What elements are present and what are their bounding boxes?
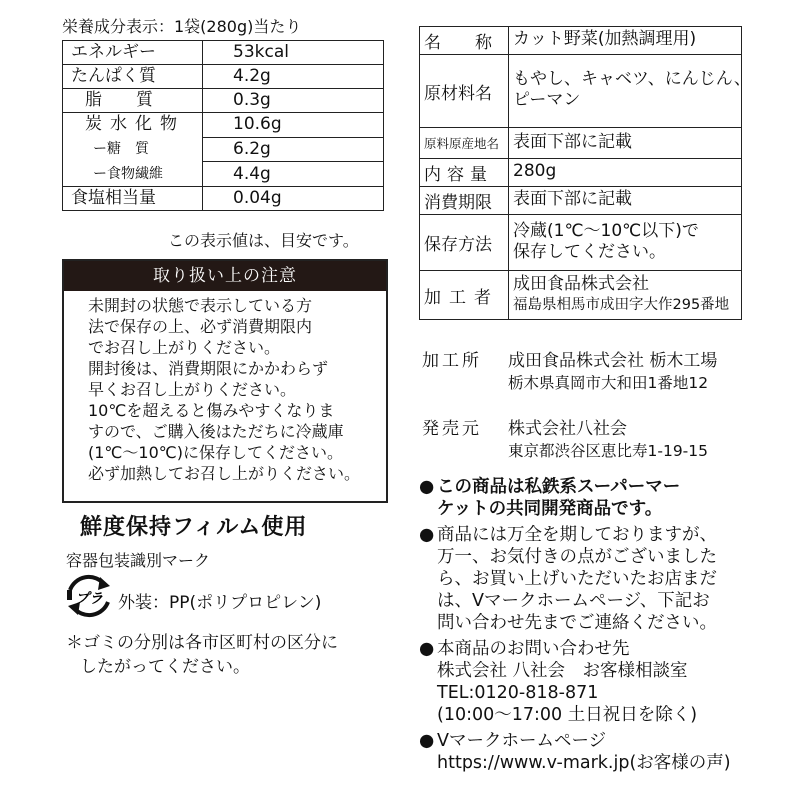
info-value [509,187,741,212]
caution-line: すので、ご購入後はただちに冷蔵庫 [88,422,344,441]
info-label: 加工者 [420,271,509,319]
info-label: 内容量 [420,159,509,186]
info-value-line: もやし、キャベツ、にんじん、 [513,69,751,89]
notice-line: 商品には万全を期しておりますが、 [437,525,717,545]
nutrition-value: 0.04g [203,187,384,211]
nutrition-value: 10.6g [203,113,384,138]
notice-text [437,730,731,774]
info-value [509,128,741,155]
nutrition-label: 食塩相当量 [63,187,203,211]
info-value-line: 280g [513,161,557,181]
notice-line: TEL:0120-818-871 [437,683,599,703]
garbage-note [66,631,338,679]
notice-item [419,730,794,774]
info-label: 原料原産地名 [420,128,509,158]
plastic-recycle-icon [64,574,114,618]
bullet-icon: ● [419,639,435,659]
notice-line: この商品は私鉄系スーパーマー [437,477,681,497]
caution-line: 法で保存の上、必ず消費期限内 [88,317,313,336]
nutrition-sublabel: ー食物繊維 [93,166,163,182]
caution-line: (1℃〜10℃)に保存してください。 [88,443,343,462]
caution-line: 早くお召し上がりください。 [88,380,297,399]
notice-line: 問い合わせ先までご連絡ください。 [437,613,717,633]
info-value [509,215,741,265]
caution-line: 必ず加熱してお召し上がりください。 [88,464,361,483]
info-label: 原材料名 [420,55,509,127]
nutrition-value: 6.2g [203,137,384,162]
recycling-mark-label: 容器包装識別マーク [66,551,211,570]
info-value [509,271,741,318]
nutrition-label: 脂 質 [63,89,203,113]
notice-line: (10:00〜17:00 土日祝日を除く) [437,705,698,725]
freshness-film-label: 鮮度保持フィルム使用 [80,515,308,540]
notice-line: https://www.v-mark.jp(お客様の声) [437,753,731,773]
info-value-line: 表面下部に記載 [513,189,632,209]
notice-text [437,638,697,726]
info-label: 名 称 [420,27,509,54]
caution-heading: 取り扱い上の注意 [64,261,386,291]
info-value-line: ピーマン [513,90,581,110]
bullet-icon: ● [419,477,435,497]
info-value [509,55,751,113]
bullet-icon: ● [419,731,435,751]
nutrition-label: エネルギー [63,41,203,65]
nutrition-value: 0.3g [203,89,384,113]
seller-label: 発売元 [422,419,482,439]
table-row [419,26,742,55]
notice-line: 万一、お気付きの点がございました [437,547,717,567]
notice-line: 株式会社 八社会 お客様相談室 [437,661,688,681]
nutrition-table [62,40,384,211]
seller [422,418,708,462]
info-value [509,27,741,52]
seller-value [508,418,708,462]
notice-line: ケットの共同開発商品です。 [437,499,663,519]
caution-box [62,259,388,503]
nutrition-value: 4.2g [203,65,384,89]
notice-text [437,476,680,520]
info-value-line: カット野菜(加熱調理用) [513,29,697,49]
notice-line: Vマークホームページ [437,731,607,751]
nutrition-note: この表示値は、目安です。 [168,231,359,250]
notice-item [419,638,794,726]
info-value-line: 冷蔵(1℃〜10℃以下)で [513,221,699,241]
table-row [419,159,742,187]
processing-plant-label: 加工所 [422,351,482,371]
nutrition-sublabel: ー糖 質 [93,141,149,157]
notice-item [419,476,794,520]
notice-line: は、Vマークホームページ、下記お [437,591,710,611]
nutrition-title: 栄養成分表示：1袋(280g)当たり [62,17,302,36]
carb-group-cell [63,113,203,187]
table-row [63,113,384,138]
table-row [63,41,384,65]
table-row [63,65,384,89]
info-label: 消費期限 [420,187,509,214]
notice-line: 本商品のお問い合わせ先 [437,639,630,659]
table-row [63,89,384,113]
table-row [419,55,751,128]
caution-line: でお召し上がりください。 [88,338,281,357]
info-value-line: 福島県相馬市成田字大作295番地 [513,297,730,313]
table-row [419,215,742,271]
nutrition-value: 4.4g [203,162,384,187]
processing-plant [422,350,717,394]
bullet-icon: ● [419,525,435,545]
table-row [63,187,384,211]
seller-line: 東京都渋谷区恵比寿1-19-15 [508,442,708,460]
nutrition-label: たんぱく質 [63,65,203,89]
info-label: 保存方法 [420,215,509,270]
notices [419,476,794,778]
nutrition-value: 53kcal [203,41,384,65]
notice-text [437,524,717,634]
table-row [419,271,742,320]
caution-line: 10℃を超えると傷みやすくなりま [88,401,335,420]
processing-plant-line: 成田食品株式会社 栃木工場 [508,351,718,371]
info-value-line: 保存してください。 [513,242,666,262]
table-row [419,187,742,215]
notice-item [419,524,794,634]
seller-line: 株式会社八社会 [508,419,627,439]
caution-body [88,295,384,484]
table-row [419,128,742,159]
info-value-line: 表面下部に記載 [513,132,632,152]
recycle-icon-text: プラ [75,591,103,607]
recycling-material: 外装：PP(ポリプロピレン) [118,593,322,613]
nutrition-label: 炭水化物 [85,114,185,134]
processing-plant-value [508,350,717,394]
caution-line: 開封後は、消費期限にかかわらず [88,359,329,378]
caution-line: 未開封の状態で表示している方 [88,296,313,315]
garbage-note-line: したがってください。 [80,657,250,677]
notice-line: ら、お買い上げいただいたお店まだ [437,569,717,589]
product-info-table [419,26,751,320]
processing-plant-line: 栃木県真岡市大和田1番地12 [508,374,709,392]
garbage-note-line: ＊ゴミの分別は各市区町村の区分に [66,633,338,653]
info-value-line: 成田食品株式会社 [513,274,649,294]
info-value [509,159,741,184]
